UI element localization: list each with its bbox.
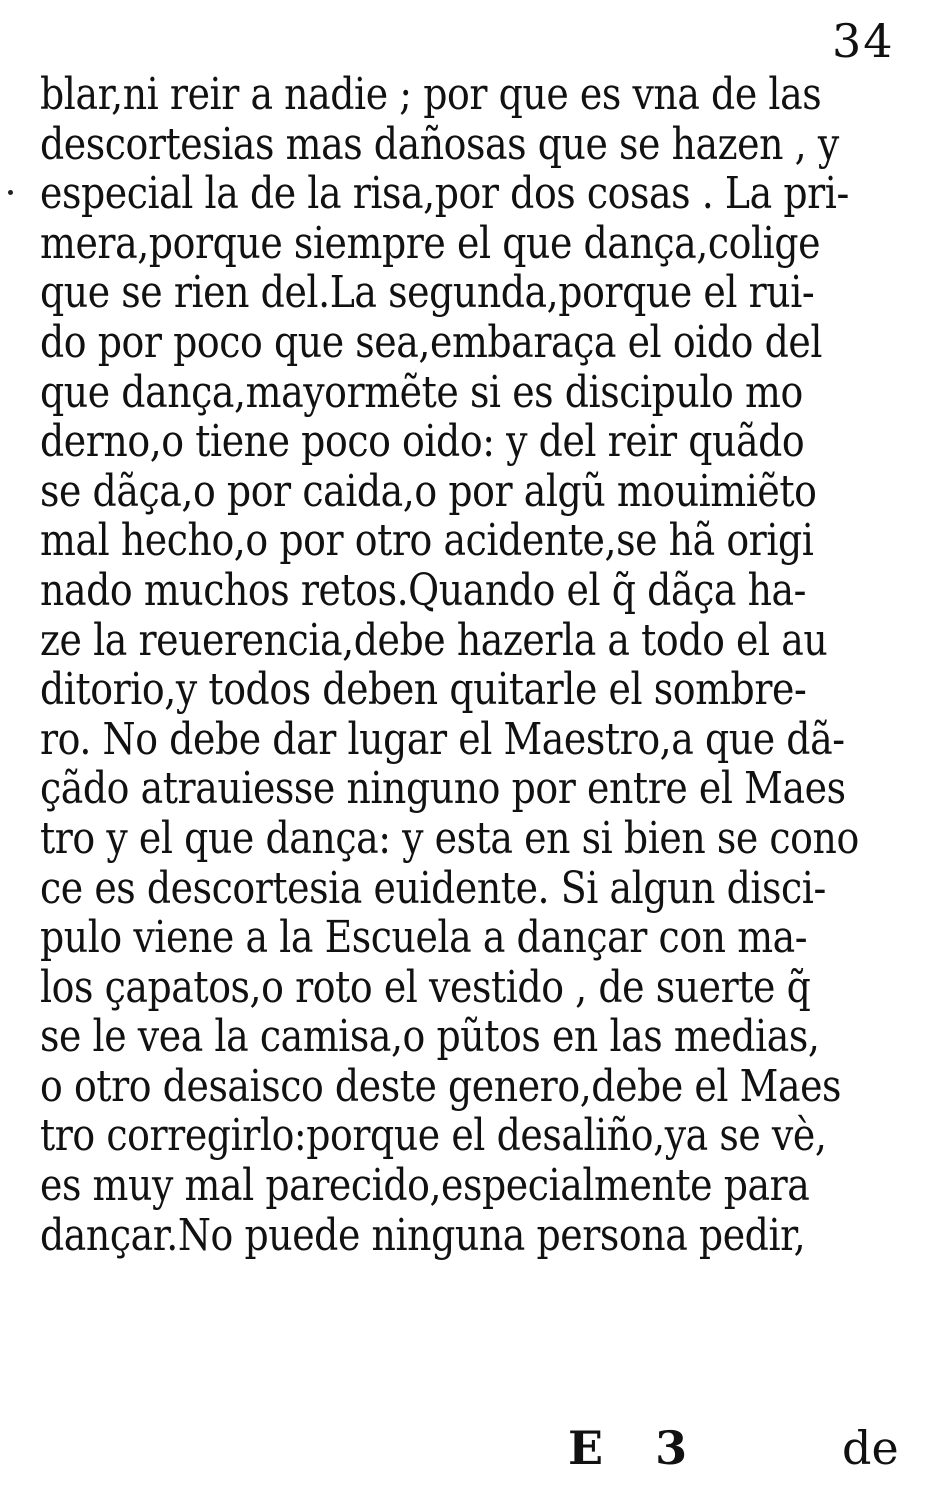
text-line: especial la de la risa,por dos cosas . La pri-: [40, 168, 849, 220]
text-line: do por poco que sea,embaraça el oido del: [40, 316, 823, 368]
catchword: de: [842, 1421, 899, 1475]
text-line: que se rien del.La segunda,porque el rui-: [40, 267, 815, 319]
text-line: mera,porque siempre el que dança,colige: [40, 217, 821, 269]
text-line: pulo viene a la Escuela a dançar con ma-: [40, 912, 808, 964]
text-body: [40, 70, 910, 1260]
text-line: se le vea la camisa,o pũtos en las medias,: [40, 1011, 820, 1063]
text-line: çãdo atrauiesse ninguno por entre el Maes: [40, 763, 846, 815]
text-line: tro y el que dança: y esta en si bien se cono: [40, 812, 859, 864]
text-line: mal hecho,o por otro acidente,se hã origi: [40, 515, 814, 567]
text-line: blar,ni reir a nadie ; por que es vna de las: [40, 69, 822, 120]
signature-mark: E 3: [568, 1421, 706, 1475]
text-line: nado muchos retos.Quando el q̃ dãça ha-: [40, 564, 807, 616]
text-line: ro. No debe dar lugar el Maestro,a que dã-: [40, 713, 845, 765]
page-number: 34: [832, 14, 895, 68]
text-line: se dãça,o por caida,o por algũ mouimiẽto: [40, 465, 817, 517]
text-line: dançar.No puede ninguna persona pedir,: [40, 1209, 806, 1261]
text-line: ze la reuerencia,debe hazerla a todo el au: [40, 614, 828, 666]
text-line: los çapatos,o roto el vestido , de suerte q̃: [40, 961, 811, 1013]
text-line: es muy mal parecido,especialmente para: [40, 1160, 810, 1212]
text-line: que dança,mayormẽte si es discipulo mo: [40, 366, 803, 418]
ink-speck: [8, 190, 13, 195]
text-line: tro corregirlo:porque el desaliño,ya se vè,: [40, 1110, 827, 1162]
text-line: descortesias mas dañosas que se hazen , y: [40, 118, 839, 170]
page-footer: [0, 1418, 935, 1478]
text-line: ditorio,y todos deben quitarle el sombre-: [40, 664, 807, 716]
text-line: derno,o tiene poco oido: y del reir quãdo: [40, 416, 805, 468]
text-line: ce es descortesia euidente. Si algun disci-: [40, 862, 826, 914]
text-line: o otro desaisco deste genero,debe el Maes: [40, 1060, 842, 1112]
